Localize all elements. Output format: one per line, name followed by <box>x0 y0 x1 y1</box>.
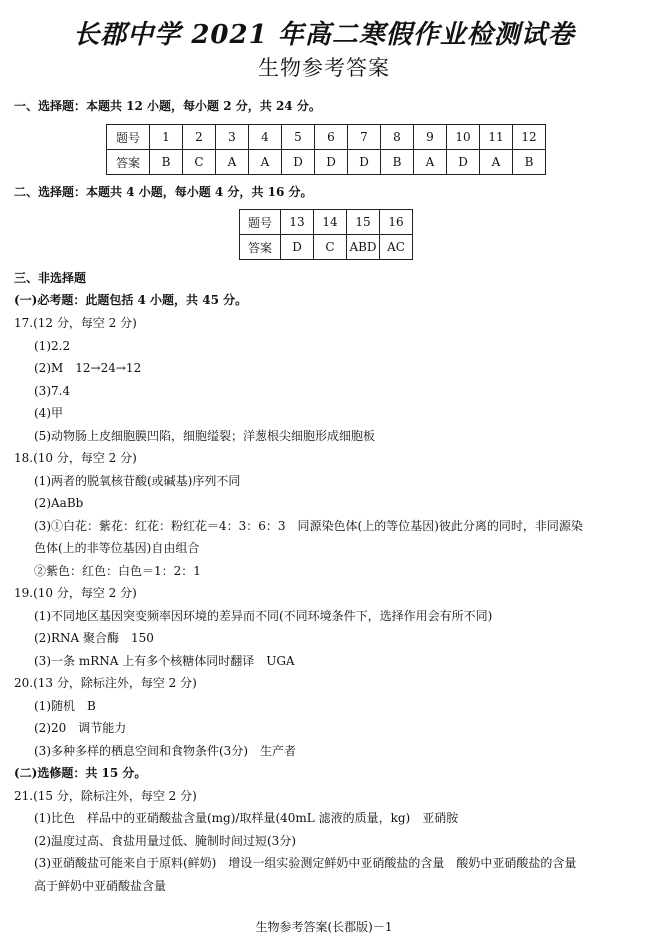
answer-cell: D <box>282 150 315 175</box>
q21-answer-3-cont: 高于鲜奶中亚硝酸盐含量 <box>34 879 167 893</box>
question-number: 4 <box>249 125 282 150</box>
page-title: 长郡中学 2021 年高二寒假作业检测试卷 <box>73 20 575 50</box>
question-number: 8 <box>381 125 414 150</box>
question-number: 3 <box>216 125 249 150</box>
table-row-questions <box>240 210 413 235</box>
question-number: 14 <box>314 210 347 235</box>
answer-cell: B <box>381 150 414 175</box>
row-label-question: 题号 <box>107 125 150 150</box>
section1-heading: 一、选择题：本题共 12 小题，每小题 2 分，共 24 分。 <box>14 99 321 113</box>
q17-answer-3: (3)7.4 <box>34 384 71 398</box>
q19-answer-3: (3)一条 mRNA 上有多个核糖体同时翻译 UGA <box>34 654 295 668</box>
row-label-answer: 答案 <box>107 150 150 175</box>
q19-heading: 19.(10 分，每空 2 分) <box>14 586 137 600</box>
table-row-questions <box>107 125 546 150</box>
q19-answer-1: (1)不同地区基因突变频率因环境的差异而不同(不同环境条件下，选择作用会有所不同) <box>34 609 493 623</box>
answer-cell: ABD <box>347 235 380 260</box>
q17-answer-1: (1)2.2 <box>34 339 71 353</box>
answer-cell: B <box>513 150 546 175</box>
section2-answer-table <box>239 209 413 260</box>
q20-answer-1: (1)随机 B <box>34 699 96 713</box>
q18-answer-4: ②紫色：红色：白色＝1：2：1 <box>34 564 201 578</box>
table-row-answers <box>107 150 546 175</box>
page-subtitle: 生物参考答案 <box>258 56 390 80</box>
q21-answer-2: (2)温度过高、食盐用量过低、腌制时间过短(3分) <box>34 834 296 848</box>
question-number: 15 <box>347 210 380 235</box>
answer-cell: A <box>414 150 447 175</box>
answer-cell: D <box>315 150 348 175</box>
question-number: 10 <box>447 125 480 150</box>
row-label-answer: 答案 <box>240 235 281 260</box>
q20-answer-2: (2)20 调节能力 <box>34 721 127 735</box>
answer-cell: AC <box>380 235 413 260</box>
section2-heading: 二、选择题：本题共 4 小题，每小题 4 分，共 16 分。 <box>14 185 313 199</box>
section3-heading: 三、非选择题 <box>14 271 87 285</box>
answer-cell: A <box>216 150 249 175</box>
question-number: 6 <box>315 125 348 150</box>
q19-answer-2: (2)RNA 聚合酶 150 <box>34 631 154 645</box>
answer-cell: D <box>447 150 480 175</box>
answer-cell: D <box>348 150 381 175</box>
q20-answer-3: (3)多种多样的栖息空间和食物条件(3分) 生产者 <box>34 744 296 758</box>
question-number: 12 <box>513 125 546 150</box>
question-number: 13 <box>281 210 314 235</box>
answer-cell: C <box>183 150 216 175</box>
q18-answer-1: (1)两者的脱氧核苷酸(或碱基)序列不同 <box>34 474 241 488</box>
q18-answer-3-cont: 色体(上的非等位基因)自由组合 <box>34 541 200 555</box>
question-number: 7 <box>348 125 381 150</box>
section3-part1-heading: (一)必考题：此题包括 4 小题，共 45 分。 <box>14 293 248 307</box>
q21-answer-1: (1)比色 样品中的亚硝酸盐含量(mg)/取样量(40mL 滤液的质量，kg) 亚硝胺 <box>34 811 459 825</box>
q17-answer-5: (5)动物肠上皮细胞膜凹陷，细胞缢裂；洋葱根尖细胞形成细胞板 <box>34 429 376 443</box>
answer-cell: C <box>314 235 347 260</box>
answer-cell: D <box>281 235 314 260</box>
q17-answer-2: (2)M 12→24→12 <box>34 361 142 375</box>
page-footer: 生物参考答案(长郡版)－1 <box>255 920 393 934</box>
answer-cell: B <box>150 150 183 175</box>
answer-cell: A <box>480 150 513 175</box>
question-number: 5 <box>282 125 315 150</box>
q18-heading: 18.(10 分，每空 2 分) <box>14 451 137 465</box>
table-row-answers <box>240 235 413 260</box>
question-number: 1 <box>150 125 183 150</box>
question-number: 2 <box>183 125 216 150</box>
q17-heading: 17.(12 分，每空 2 分) <box>14 316 137 330</box>
question-number: 16 <box>380 210 413 235</box>
q21-answer-3: (3)亚硝酸盐可能来自于原料(鲜奶) 增设一组实验测定鲜奶中亚硝酸盐的含量 酸奶中亚硝酸盐的含量 <box>34 856 577 870</box>
q18-answer-2: (2)AaBb <box>34 496 84 510</box>
question-number: 11 <box>480 125 513 150</box>
q17-answer-4: (4)甲 <box>34 406 63 420</box>
question-number: 9 <box>414 125 447 150</box>
row-label-question: 题号 <box>240 210 281 235</box>
q20-heading: 20.(13 分，除标注外，每空 2 分) <box>14 676 197 690</box>
section3-part2-heading: (二)选修题：共 15 分。 <box>14 766 147 780</box>
section1-answer-table <box>106 124 546 175</box>
answer-cell: A <box>249 150 282 175</box>
q18-answer-3: (3)①白花：紫花：红花：粉红花＝4：3：6：3 同源染色体(上的等位基因)彼此分离的同时，非同源染 <box>34 519 583 533</box>
q21-heading: 21.(15 分，除标注外，每空 2 分) <box>14 789 197 803</box>
